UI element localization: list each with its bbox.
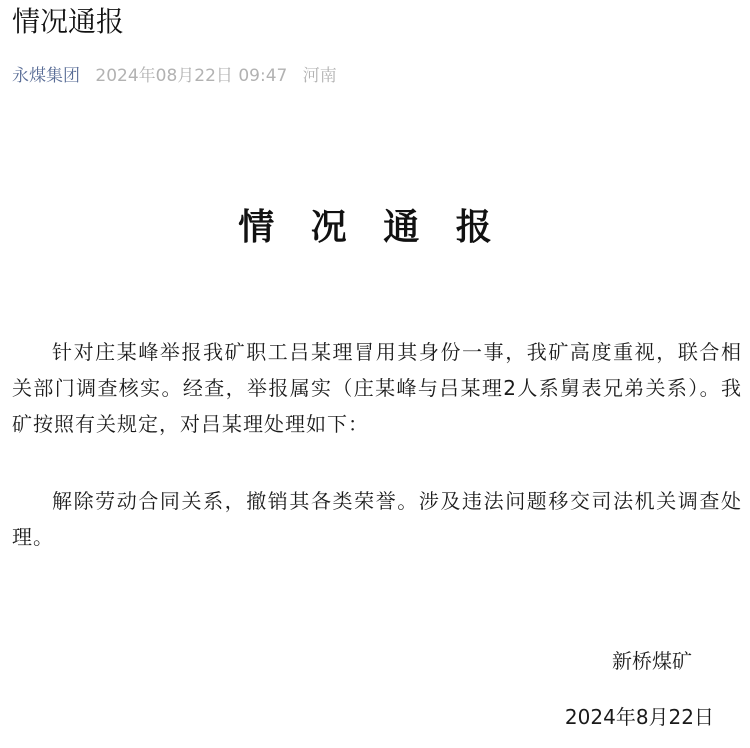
signature-date: 2024年8月22日 bbox=[564, 705, 714, 729]
publish-location: 河南 bbox=[302, 66, 337, 86]
notice-heading: 情 况 通 报 bbox=[238, 207, 504, 248]
notice-paragraph: 解除劳动合同关系，撤销其各类荣誉。涉及违法问题移交司法机关调查处理。 bbox=[12, 489, 742, 549]
signature-organization: 新桥煤矿 bbox=[612, 649, 692, 673]
notice-paragraph: 针对庄某峰举报我矿职工吕某理冒用其身份一事，我矿高度重视，联合相关部门调查核实。经查，举报属实（庄某峰与吕某理2人系舅表兄弟关系）。我矿按照有关规定，对吕某理处理如下： bbox=[12, 340, 742, 436]
article-meta bbox=[12, 64, 337, 88]
publish-datetime: 2024年08月22日 09:47 bbox=[95, 66, 288, 86]
account-name-link[interactable]: 永煤集团 bbox=[12, 66, 80, 86]
article-title: 情况通报 bbox=[12, 5, 125, 38]
